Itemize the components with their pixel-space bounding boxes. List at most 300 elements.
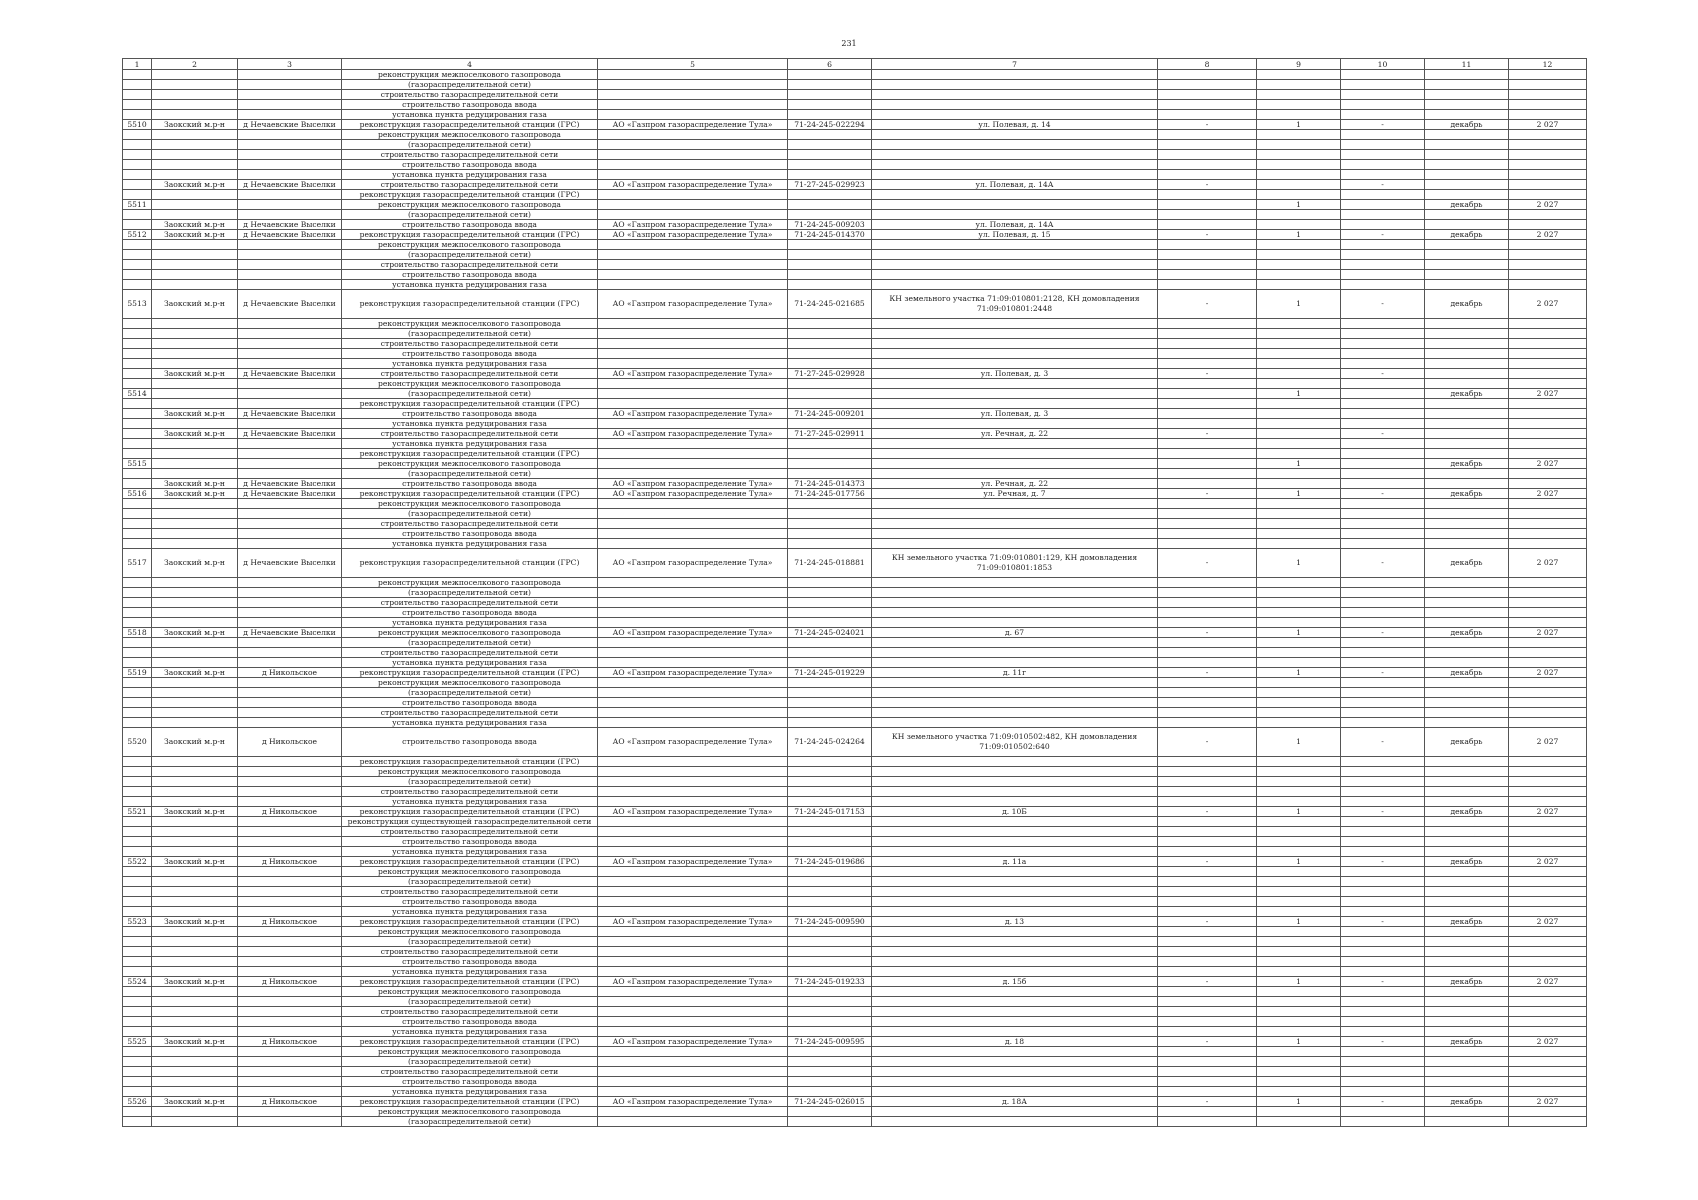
- table-row: [123, 80, 1587, 90]
- table-row: [123, 419, 1587, 429]
- col10-cell: [1341, 110, 1425, 120]
- address-cell: [872, 260, 1158, 270]
- year-cell: [1509, 708, 1587, 718]
- col8-cell: [1158, 399, 1257, 409]
- organization-cell: АО «Газпром газораспределение Тула»: [598, 479, 788, 489]
- col8-cell: [1158, 270, 1257, 280]
- col8-cell: [1158, 1057, 1257, 1067]
- organization-cell: [598, 459, 788, 469]
- row-number-cell: 5516: [123, 489, 152, 499]
- application-number-cell: [788, 190, 872, 200]
- table-row: [123, 399, 1587, 409]
- address-cell: [872, 578, 1158, 588]
- month-cell: [1425, 150, 1509, 160]
- col8-cell: [1158, 618, 1257, 628]
- row-number-cell: 5511: [123, 200, 152, 210]
- address-cell: [872, 987, 1158, 997]
- table-row: [123, 757, 1587, 767]
- address-cell: [872, 319, 1158, 329]
- month-cell: [1425, 897, 1509, 907]
- district-cell: [152, 160, 238, 170]
- table-row: [123, 708, 1587, 718]
- district-cell: [152, 987, 238, 997]
- district-cell: [152, 270, 238, 280]
- row-number-cell: [123, 847, 152, 857]
- settlement-cell: [238, 389, 342, 399]
- col8-cell: -: [1158, 1037, 1257, 1047]
- row-number-cell: [123, 90, 152, 100]
- address-cell: [872, 499, 1158, 509]
- work-type-cell: реконструкция межпоселкового газопровода: [342, 578, 598, 588]
- row-number-cell: [123, 877, 152, 887]
- col8-cell: [1158, 1087, 1257, 1097]
- district-cell: [152, 469, 238, 479]
- table-row: [123, 967, 1587, 977]
- month-cell: декабрь: [1425, 290, 1509, 319]
- address-cell: [872, 160, 1158, 170]
- row-number-cell: [123, 479, 152, 489]
- application-number-cell: [788, 937, 872, 947]
- month-cell: [1425, 658, 1509, 668]
- table-row: [123, 997, 1587, 1007]
- column-number: 8: [1158, 59, 1257, 70]
- year-cell: [1509, 1027, 1587, 1037]
- col9-cell: [1257, 608, 1341, 618]
- table-row: [123, 180, 1587, 190]
- column-number-row: [123, 59, 1587, 70]
- col10-cell: [1341, 907, 1425, 917]
- col10-cell: [1341, 837, 1425, 847]
- application-number-cell: [788, 877, 872, 887]
- month-cell: [1425, 70, 1509, 80]
- table-row: [123, 1007, 1587, 1017]
- month-cell: [1425, 270, 1509, 280]
- year-cell: [1509, 698, 1587, 708]
- address-cell: д. 11а: [872, 857, 1158, 867]
- col10-cell: [1341, 190, 1425, 200]
- row-number-cell: [123, 1017, 152, 1027]
- work-type-cell: строительство газораспределительной сети: [342, 598, 598, 608]
- address-cell: [872, 698, 1158, 708]
- district-cell: Заокский м.р-н: [152, 120, 238, 130]
- organization-cell: АО «Газпром газораспределение Тула»: [598, 369, 788, 379]
- application-number-cell: [788, 90, 872, 100]
- column-number: 5: [598, 59, 788, 70]
- year-cell: [1509, 837, 1587, 847]
- col10-cell: [1341, 469, 1425, 479]
- application-number-cell: [788, 787, 872, 797]
- settlement-cell: [238, 678, 342, 688]
- settlement-cell: д Нечаевские Выселки: [238, 369, 342, 379]
- address-cell: [872, 947, 1158, 957]
- month-cell: [1425, 688, 1509, 698]
- year-cell: [1509, 170, 1587, 180]
- settlement-cell: [238, 80, 342, 90]
- row-number-cell: [123, 409, 152, 419]
- organization-cell: АО «Газпром газораспределение Тула»: [598, 220, 788, 230]
- work-type-cell: (газораспределительной сети): [342, 509, 598, 519]
- year-cell: [1509, 618, 1587, 628]
- col9-cell: 1: [1257, 549, 1341, 578]
- year-cell: [1509, 658, 1587, 668]
- settlement-cell: [238, 1027, 342, 1037]
- month-cell: [1425, 280, 1509, 290]
- col10-cell: -: [1341, 290, 1425, 319]
- address-cell: [872, 1057, 1158, 1067]
- col8-cell: [1158, 329, 1257, 339]
- month-cell: декабрь: [1425, 120, 1509, 130]
- settlement-cell: [238, 519, 342, 529]
- organization-cell: [598, 130, 788, 140]
- year-cell: [1509, 499, 1587, 509]
- year-cell: [1509, 927, 1587, 937]
- year-cell: [1509, 967, 1587, 977]
- organization-cell: АО «Газпром газораспределение Тула»: [598, 290, 788, 319]
- settlement-cell: д Нечаевские Выселки: [238, 230, 342, 240]
- work-type-cell: установка пункта редуцирования газа: [342, 658, 598, 668]
- district-cell: [152, 110, 238, 120]
- col9-cell: [1257, 997, 1341, 1007]
- row-number-cell: 5519: [123, 668, 152, 678]
- col8-cell: [1158, 718, 1257, 728]
- year-cell: [1509, 937, 1587, 947]
- table-row: [123, 409, 1587, 419]
- address-cell: [872, 379, 1158, 389]
- col10-cell: [1341, 250, 1425, 260]
- col9-cell: [1257, 170, 1341, 180]
- address-cell: [872, 688, 1158, 698]
- col8-cell: [1158, 349, 1257, 359]
- col10-cell: [1341, 847, 1425, 857]
- address-cell: ул. Речная, д. 7: [872, 489, 1158, 499]
- col10-cell: [1341, 130, 1425, 140]
- month-cell: [1425, 429, 1509, 439]
- col8-cell: [1158, 339, 1257, 349]
- district-cell: [152, 1087, 238, 1097]
- col8-cell: [1158, 817, 1257, 827]
- col9-cell: [1257, 469, 1341, 479]
- month-cell: [1425, 409, 1509, 419]
- organization-cell: [598, 469, 788, 479]
- application-number-cell: [788, 130, 872, 140]
- year-cell: [1509, 110, 1587, 120]
- table-row: [123, 190, 1587, 200]
- district-cell: [152, 847, 238, 857]
- col9-cell: 1: [1257, 389, 1341, 399]
- year-cell: [1509, 339, 1587, 349]
- col8-cell: -: [1158, 917, 1257, 927]
- row-number-cell: [123, 70, 152, 80]
- organization-cell: [598, 618, 788, 628]
- work-type-cell: строительство газопровода ввода: [342, 529, 598, 539]
- col9-cell: [1257, 150, 1341, 160]
- address-cell: д. 18: [872, 1037, 1158, 1047]
- address-cell: [872, 1067, 1158, 1077]
- row-number-cell: [123, 429, 152, 439]
- col9-cell: 1: [1257, 120, 1341, 130]
- table-row: [123, 280, 1587, 290]
- col8-cell: [1158, 1067, 1257, 1077]
- col10-cell: [1341, 220, 1425, 230]
- table-row: [123, 897, 1587, 907]
- settlement-cell: [238, 837, 342, 847]
- district-cell: [152, 150, 238, 160]
- table-row: [123, 120, 1587, 130]
- district-cell: Заокский м.р-н: [152, 479, 238, 489]
- col10-cell: -: [1341, 668, 1425, 678]
- col9-cell: [1257, 837, 1341, 847]
- document-table-wrapper: [122, 58, 1586, 1127]
- work-type-cell: реконструкция газораспределительной станции (ГРС): [342, 489, 598, 499]
- district-cell: [152, 389, 238, 399]
- application-number-cell: [788, 449, 872, 459]
- month-cell: [1425, 190, 1509, 200]
- address-cell: [872, 200, 1158, 210]
- col9-cell: [1257, 260, 1341, 270]
- settlement-cell: д Нечаевские Выселки: [238, 409, 342, 419]
- col10-cell: [1341, 877, 1425, 887]
- address-cell: [872, 1107, 1158, 1117]
- row-number-cell: [123, 618, 152, 628]
- col8-cell: [1158, 130, 1257, 140]
- organization-cell: АО «Газпром газораспределение Тула»: [598, 628, 788, 638]
- column-number: 9: [1257, 59, 1341, 70]
- district-cell: Заокский м.р-н: [152, 369, 238, 379]
- district-cell: [152, 877, 238, 887]
- address-cell: [872, 419, 1158, 429]
- district-cell: [152, 837, 238, 847]
- application-number-cell: [788, 200, 872, 210]
- settlement-cell: [238, 419, 342, 429]
- col9-cell: [1257, 539, 1341, 549]
- application-number-cell: [788, 110, 872, 120]
- application-number-cell: [788, 1087, 872, 1097]
- application-number-cell: [788, 708, 872, 718]
- organization-cell: АО «Газпром газораспределение Тула»: [598, 1037, 788, 1047]
- table-row: [123, 937, 1587, 947]
- organization-cell: [598, 1077, 788, 1087]
- year-cell: 2 027: [1509, 389, 1587, 399]
- table-row: [123, 977, 1587, 987]
- district-cell: Заокский м.р-н: [152, 668, 238, 678]
- col10-cell: [1341, 160, 1425, 170]
- month-cell: [1425, 509, 1509, 519]
- row-number-cell: [123, 349, 152, 359]
- col10-cell: -: [1341, 369, 1425, 379]
- col9-cell: [1257, 110, 1341, 120]
- year-cell: [1509, 519, 1587, 529]
- organization-cell: [598, 907, 788, 917]
- col8-cell: [1158, 1107, 1257, 1117]
- col10-cell: [1341, 1027, 1425, 1037]
- col10-cell: [1341, 349, 1425, 359]
- row-number-cell: [123, 1107, 152, 1117]
- settlement-cell: [238, 70, 342, 80]
- address-cell: д. 15б: [872, 977, 1158, 987]
- row-number-cell: [123, 499, 152, 509]
- address-cell: [872, 817, 1158, 827]
- address-cell: [872, 250, 1158, 260]
- address-cell: ул. Полевая, д. 14А: [872, 180, 1158, 190]
- address-cell: [872, 1087, 1158, 1097]
- table-row: [123, 698, 1587, 708]
- col9-cell: 1: [1257, 459, 1341, 469]
- table-row: [123, 787, 1587, 797]
- district-cell: Заокский м.р-н: [152, 628, 238, 638]
- organization-cell: [598, 797, 788, 807]
- work-type-cell: реконструкция газораспределительной станции (ГРС): [342, 807, 598, 817]
- page-number: 231: [841, 39, 857, 48]
- row-number-cell: 5522: [123, 857, 152, 867]
- settlement-cell: д Нечаевские Выселки: [238, 479, 342, 489]
- district-cell: [152, 1057, 238, 1067]
- col9-cell: [1257, 479, 1341, 489]
- work-type-cell: реконструкция газораспределительной станции (ГРС): [342, 857, 598, 867]
- row-number-cell: [123, 708, 152, 718]
- settlement-cell: [238, 1117, 342, 1127]
- month-cell: [1425, 827, 1509, 837]
- application-number-cell: [788, 907, 872, 917]
- organization-cell: [598, 1057, 788, 1067]
- district-cell: Заокский м.р-н: [152, 220, 238, 230]
- column-number: 10: [1341, 59, 1425, 70]
- organization-cell: [598, 140, 788, 150]
- year-cell: [1509, 130, 1587, 140]
- organization-cell: [598, 70, 788, 80]
- settlement-cell: [238, 449, 342, 459]
- month-cell: [1425, 987, 1509, 997]
- row-number-cell: 5517: [123, 549, 152, 578]
- district-cell: [152, 598, 238, 608]
- col8-cell: [1158, 837, 1257, 847]
- year-cell: 2 027: [1509, 668, 1587, 678]
- work-type-cell: реконструкция газораспределительной станции (ГРС): [342, 977, 598, 987]
- application-number-cell: [788, 648, 872, 658]
- year-cell: [1509, 598, 1587, 608]
- application-number-cell: [788, 70, 872, 80]
- table-row: [123, 240, 1587, 250]
- organization-cell: [598, 250, 788, 260]
- year-cell: [1509, 997, 1587, 1007]
- row-number-cell: [123, 777, 152, 787]
- year-cell: 2 027: [1509, 230, 1587, 240]
- month-cell: [1425, 797, 1509, 807]
- organization-cell: [598, 499, 788, 509]
- month-cell: [1425, 1007, 1509, 1017]
- year-cell: [1509, 80, 1587, 90]
- district-cell: [152, 130, 238, 140]
- work-type-cell: реконструкция межпоселкового газопровода: [342, 70, 598, 80]
- application-number-cell: [788, 817, 872, 827]
- col8-cell: [1158, 638, 1257, 648]
- month-cell: [1425, 250, 1509, 260]
- district-cell: [152, 718, 238, 728]
- month-cell: [1425, 90, 1509, 100]
- work-type-cell: реконструкция межпоселкового газопровода: [342, 628, 598, 638]
- table-row: [123, 1057, 1587, 1067]
- col10-cell: -: [1341, 728, 1425, 757]
- settlement-cell: д Нечаевские Выселки: [238, 180, 342, 190]
- col8-cell: [1158, 260, 1257, 270]
- work-type-cell: установка пункта редуцирования газа: [342, 359, 598, 369]
- col8-cell: [1158, 827, 1257, 837]
- col8-cell: [1158, 170, 1257, 180]
- col9-cell: [1257, 698, 1341, 708]
- table-row: [123, 110, 1587, 120]
- col10-cell: -: [1341, 857, 1425, 867]
- organization-cell: [598, 329, 788, 339]
- address-cell: [872, 757, 1158, 767]
- col10-cell: [1341, 399, 1425, 409]
- col8-cell: [1158, 947, 1257, 957]
- table-row: [123, 260, 1587, 270]
- organization-cell: АО «Газпром газораспределение Тула»: [598, 230, 788, 240]
- organization-cell: [598, 389, 788, 399]
- month-cell: [1425, 588, 1509, 598]
- settlement-cell: [238, 539, 342, 549]
- district-cell: [152, 1027, 238, 1037]
- col9-cell: [1257, 787, 1341, 797]
- application-number-cell: [788, 658, 872, 668]
- organization-cell: АО «Газпром газораспределение Тула»: [598, 668, 788, 678]
- settlement-cell: [238, 469, 342, 479]
- year-cell: 2 027: [1509, 549, 1587, 578]
- organization-cell: [598, 160, 788, 170]
- col10-cell: [1341, 947, 1425, 957]
- organization-cell: [598, 757, 788, 767]
- settlement-cell: [238, 927, 342, 937]
- settlement-cell: д Никольское: [238, 1037, 342, 1047]
- row-number-cell: [123, 100, 152, 110]
- organization-cell: АО «Газпром газораспределение Тула»: [598, 549, 788, 578]
- address-cell: [872, 598, 1158, 608]
- year-cell: [1509, 588, 1587, 598]
- col9-cell: [1257, 618, 1341, 628]
- application-number-cell: [788, 797, 872, 807]
- work-type-cell: (газораспределительной сети): [342, 588, 598, 598]
- work-type-cell: реконструкция газораспределительной станции (ГРС): [342, 1037, 598, 1047]
- settlement-cell: [238, 399, 342, 409]
- work-type-cell: (газораспределительной сети): [342, 777, 598, 787]
- row-number-cell: [123, 578, 152, 588]
- col9-cell: [1257, 638, 1341, 648]
- district-cell: [152, 618, 238, 628]
- month-cell: [1425, 1087, 1509, 1097]
- month-cell: [1425, 678, 1509, 688]
- application-number-cell: [788, 419, 872, 429]
- col9-cell: [1257, 1027, 1341, 1037]
- col9-cell: [1257, 329, 1341, 339]
- col9-cell: 1: [1257, 230, 1341, 240]
- work-type-cell: реконструкция газораспределительной станции (ГРС): [342, 449, 598, 459]
- col9-cell: [1257, 519, 1341, 529]
- table-row: [123, 369, 1587, 379]
- district-cell: [152, 419, 238, 429]
- col9-cell: [1257, 658, 1341, 668]
- organization-cell: [598, 80, 788, 90]
- work-type-cell: реконструкция межпоселкового газопровода: [342, 678, 598, 688]
- col9-cell: [1257, 777, 1341, 787]
- district-cell: [152, 658, 238, 668]
- work-type-cell: строительство газораспределительной сети: [342, 150, 598, 160]
- settlement-cell: [238, 270, 342, 280]
- application-number-cell: [788, 837, 872, 847]
- col8-cell: [1158, 658, 1257, 668]
- district-cell: [152, 459, 238, 469]
- col8-cell: [1158, 509, 1257, 519]
- work-type-cell: (газораспределительной сети): [342, 937, 598, 947]
- row-number-cell: [123, 170, 152, 180]
